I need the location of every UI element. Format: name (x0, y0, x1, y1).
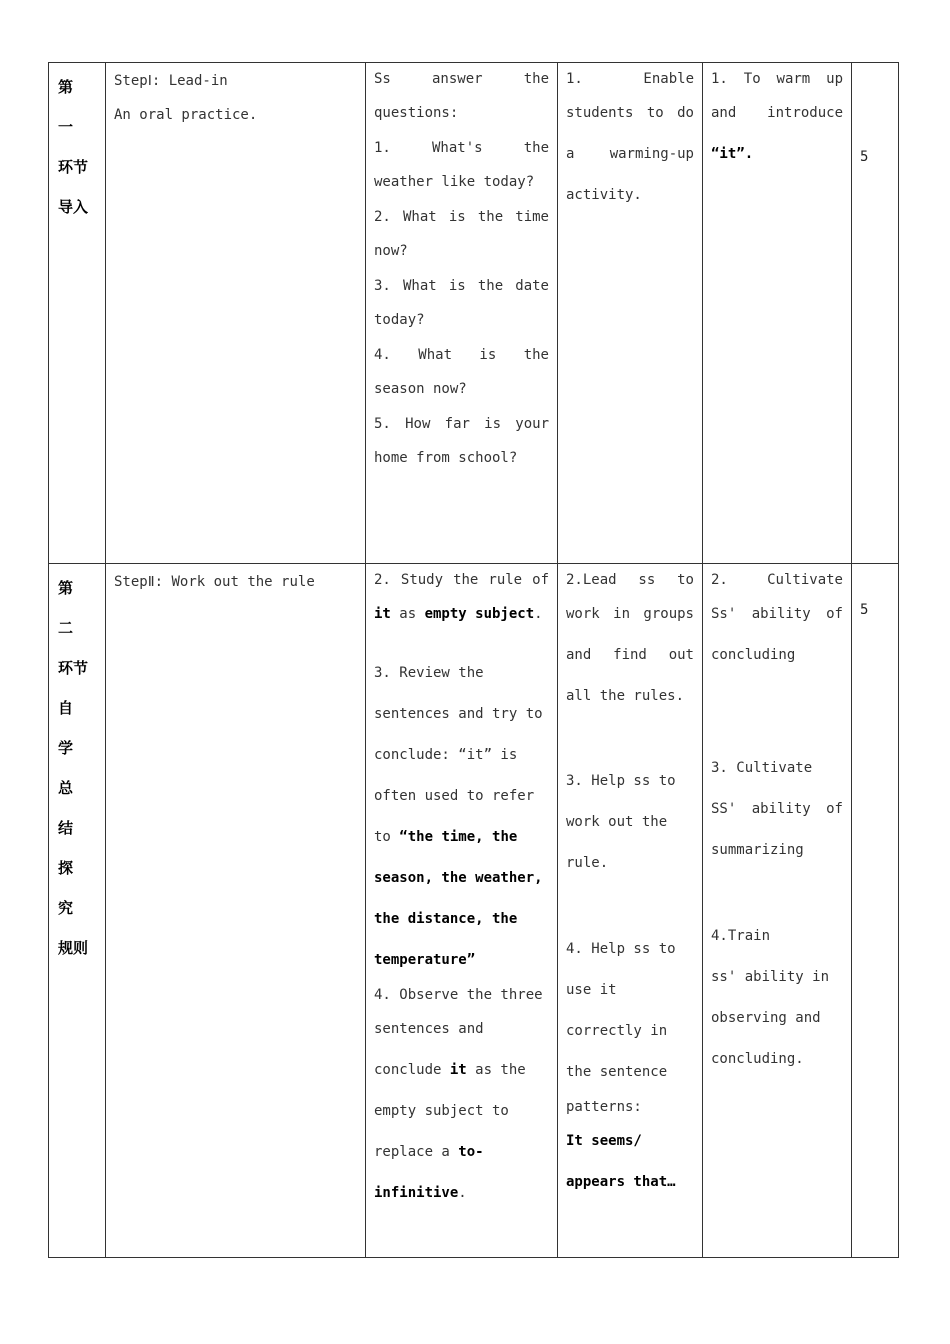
text-line: 4. Help ss to (566, 941, 676, 957)
text-line: season, the weather, (374, 870, 543, 886)
text-line: 3. Cultivate (711, 760, 813, 776)
text-line: SS' ability of (711, 801, 843, 817)
text-line (374, 594, 549, 635)
text-line: the sentence (566, 1064, 668, 1080)
text-line: summarizing (711, 842, 804, 858)
teacher-activity-cell (558, 63, 703, 564)
stage-line: 第 二 (58, 579, 81, 637)
keyword: it (374, 606, 391, 622)
text-line: often used to refer (374, 788, 535, 804)
stage-cell (49, 564, 106, 1258)
purpose-cell (703, 63, 852, 564)
text-line: all the rules. (566, 688, 685, 704)
text-line: work in groups (566, 606, 694, 622)
step-title: StepⅡ: Work out the rule (114, 574, 315, 590)
text-line: observing and (711, 1010, 821, 1026)
text-line: temperature” (374, 952, 476, 968)
table-row (49, 63, 899, 564)
text-line: correctly in (566, 1023, 668, 1039)
step-detail: An oral practice. (114, 107, 258, 123)
text-line: ss' ability in (711, 969, 830, 985)
stage-line: 环节 (58, 659, 89, 677)
keyword: infinitive (374, 1185, 459, 1201)
text: replace a (374, 1144, 459, 1160)
text: . (534, 606, 543, 622)
text-line: concluding (711, 647, 796, 663)
minutes-cell (852, 63, 899, 564)
lesson-plan-table (48, 62, 899, 1258)
text-line: 3. Help ss to (566, 773, 676, 789)
text-line: empty subject to (374, 1103, 509, 1119)
text-line: a warming-up (566, 146, 694, 162)
text-line: 1. To warm up (711, 71, 843, 87)
question-line: today? (374, 312, 425, 328)
text-line: 2.Lead ss to (566, 572, 694, 588)
keyword: to- (458, 1144, 484, 1160)
text-line: and find out (566, 647, 694, 663)
stage-line: 规则 (58, 939, 89, 957)
teacher-activity-cell (558, 564, 703, 1258)
keyword: empty subject (424, 606, 535, 622)
student-activity-cell (366, 564, 558, 1258)
text-line: “it”. (711, 146, 754, 162)
minutes-value: 5 (860, 149, 869, 165)
text-line: 1. Enable (566, 71, 694, 87)
stage-cell (49, 63, 106, 564)
text-line: 4. Observe the three (374, 987, 543, 1003)
text-line: 2. Study the rule of (374, 572, 549, 588)
question-line: 5. How far is your (374, 416, 549, 432)
question-line: weather like today? (374, 174, 535, 190)
text-line: and introduce (711, 105, 843, 121)
minutes-cell (852, 564, 899, 1258)
question-line: 1. What's the (374, 140, 549, 156)
text-line: Ss' ability of (711, 606, 843, 622)
step-title: StepⅠ: Lead-in (114, 73, 228, 89)
question-line: home from school? (374, 450, 518, 466)
step-cell (106, 63, 366, 564)
text-line: sentences and (374, 1021, 484, 1037)
text-line: appears that… (566, 1174, 676, 1190)
stage-line: 总 结 (58, 779, 81, 837)
minutes-value: 5 (860, 602, 869, 618)
text-line: patterns: (566, 1099, 642, 1115)
text-line: work out the (566, 814, 668, 830)
table-row (49, 564, 899, 1258)
text-line (374, 1050, 549, 1091)
stage-line: 环节 (58, 158, 89, 176)
text-line: Ss answer the (374, 71, 549, 87)
text-line: the distance, the (374, 911, 518, 927)
text-line: use it (566, 982, 617, 998)
student-activity-cell (366, 63, 558, 564)
question-line: 3. What is the date (374, 278, 549, 294)
text-line: sentences and try to (374, 706, 543, 722)
stage-line: 自 学 (58, 699, 81, 757)
question-line: 2. What is the time (374, 209, 549, 225)
text-line (374, 1132, 549, 1173)
text: to (374, 829, 400, 845)
stage-line: 第 一 (58, 78, 81, 136)
text-line: rule. (566, 855, 609, 871)
stage-line: 导入 (58, 198, 89, 216)
purpose-cell (703, 564, 852, 1258)
text-line: activity. (566, 187, 642, 203)
text: as (390, 606, 425, 622)
question-line: 4. What is the (374, 347, 549, 363)
step-cell (106, 564, 366, 1258)
text: as the (466, 1062, 526, 1078)
text-line: 2. Cultivate (711, 572, 843, 588)
keyword: “the time, the (399, 829, 518, 845)
question-line: now? (374, 243, 408, 259)
text: . (458, 1185, 467, 1201)
keyword: it (449, 1062, 467, 1078)
text-line: 4.Train (711, 928, 771, 944)
text-line: questions: (374, 105, 459, 121)
text-line (374, 817, 549, 858)
text-line: It seems/ (566, 1133, 642, 1149)
stage-line: 探 究 (58, 859, 81, 917)
question-line: season now? (374, 381, 467, 397)
text-line (374, 1173, 549, 1214)
text-line: 3. Review the (374, 665, 484, 681)
text-line: students to do (566, 105, 694, 121)
text-line: concluding. (711, 1051, 804, 1067)
text: conclude (374, 1062, 450, 1078)
text-line: conclude: “it” is (374, 747, 518, 763)
